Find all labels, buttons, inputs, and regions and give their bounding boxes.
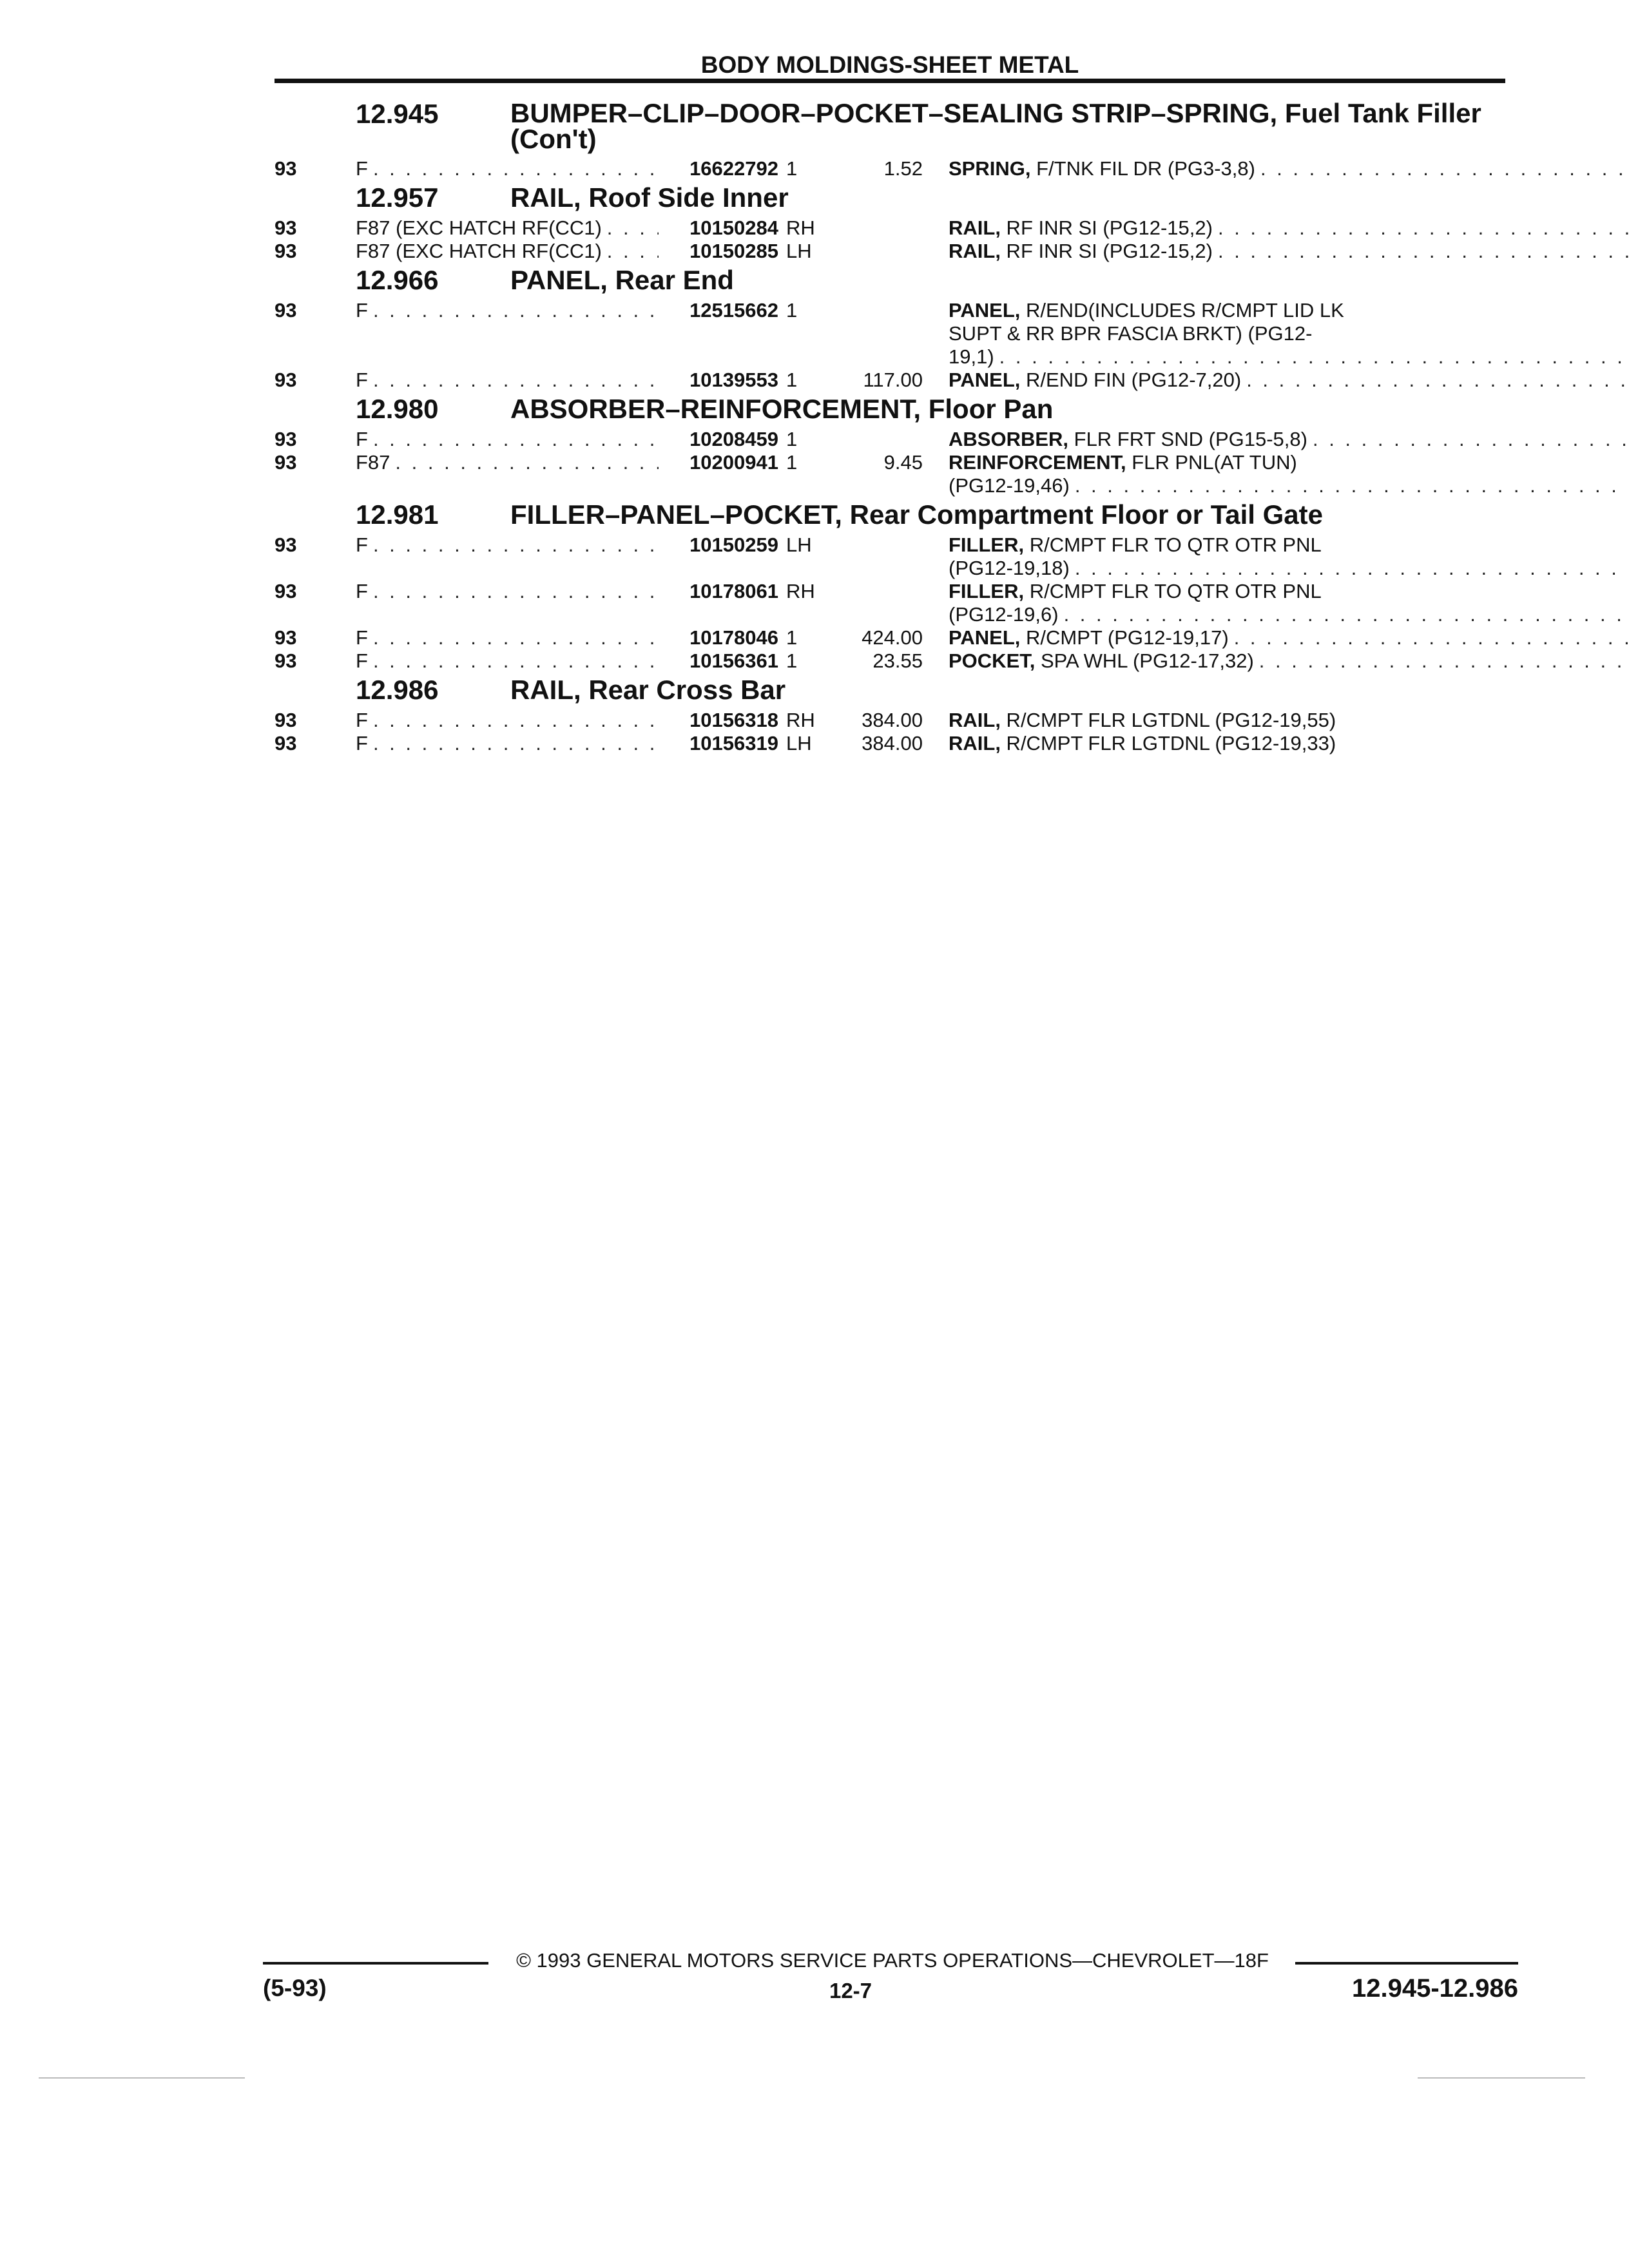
application-cell — [356, 369, 659, 392]
description-text — [949, 649, 1259, 673]
leader-dots — [1260, 157, 1629, 180]
description-detail: RF INR SI (PG12-15,2) — [1000, 216, 1213, 239]
section-title: FILLER–PANEL–POCKET, Rear Compartment Floor or Tail Gate — [510, 499, 1323, 530]
model-year: 93 — [275, 216, 297, 239]
application-cell — [356, 626, 659, 649]
leader-dots — [1259, 649, 1629, 673]
application-cell — [356, 533, 659, 580]
leader-dots — [1075, 474, 1629, 497]
description — [923, 533, 1629, 580]
price — [835, 428, 923, 451]
section-heading — [275, 392, 1505, 423]
description-text — [949, 474, 1075, 497]
price: 9.45 — [883, 451, 923, 474]
description-line — [949, 649, 1629, 673]
description-keyword: PANEL, — [949, 369, 1021, 391]
description-text — [949, 345, 999, 369]
application: F87 — [356, 451, 390, 474]
catalog-section — [275, 392, 1505, 497]
model-year: 93 — [275, 451, 297, 474]
quantity: RH — [786, 709, 815, 731]
description-text — [949, 240, 1218, 263]
part-number: 10178046 — [689, 626, 778, 649]
section-title: BUMPER–CLIP–DOOR–POCKET–SEALING STRIP–SPRING, Fuel Tank Filler (Con't) — [510, 98, 1481, 154]
leader-dots — [373, 369, 659, 392]
application-cell — [356, 428, 659, 451]
section-number: 12.945 — [356, 99, 439, 129]
description — [923, 649, 1629, 673]
description-line — [949, 533, 1629, 557]
footer-rule-left — [263, 1962, 488, 1965]
leader-dots — [607, 240, 659, 263]
leader-dots — [373, 709, 659, 732]
application: F — [356, 428, 368, 450]
section-number: 12.957 — [356, 182, 439, 213]
price: 23.55 — [872, 649, 923, 672]
part-row — [275, 216, 1505, 240]
description-keyword: PANEL, — [949, 299, 1021, 322]
price — [835, 580, 923, 626]
part-number: 10150259 — [689, 533, 778, 556]
application: F — [356, 299, 368, 322]
leader-dots — [1234, 626, 1629, 649]
application-cell — [356, 451, 659, 497]
scan-artifact — [39, 2077, 245, 2079]
leader-dots — [373, 580, 659, 626]
model-year: 93 — [275, 428, 297, 450]
scan-artifact — [1418, 2077, 1585, 2079]
description-line — [949, 216, 1629, 240]
description-text — [949, 533, 1327, 557]
description-text — [949, 216, 1218, 240]
description-detail: SUPT & RR BPR FASCIA BRKT) (PG12- — [949, 322, 1313, 345]
part-row — [275, 709, 1505, 732]
application-cell — [356, 709, 659, 732]
price — [835, 299, 923, 369]
footer-section-range: 12.945-12.986 — [1351, 1974, 1518, 2003]
leader-dots — [1246, 369, 1629, 392]
application-cell — [356, 216, 659, 240]
application: F — [356, 709, 368, 731]
description-keyword: RAIL, — [949, 240, 1001, 262]
section-number: 12.980 — [356, 394, 439, 424]
model-year: 93 — [275, 369, 297, 391]
description-keyword: POCKET, — [949, 649, 1036, 672]
description-detail: FLR PNL(AT TUN) — [1126, 451, 1297, 474]
application-cell — [356, 732, 659, 755]
leader-dots — [1313, 428, 1629, 451]
section-title: ABSORBER–REINFORCEMENT, Floor Pan — [510, 394, 1054, 424]
description-keyword: FILLER, — [949, 580, 1025, 602]
catalog-section — [275, 497, 1505, 673]
part-row — [275, 533, 1505, 580]
section-title: RAIL, Rear Cross Bar — [510, 675, 786, 705]
description-keyword: REINFORCEMENT, — [949, 451, 1126, 474]
page-header-title: BODY MOLDINGS-SHEET METAL — [700, 52, 1079, 78]
part-row — [275, 428, 1505, 451]
application: F — [356, 626, 368, 649]
description-line — [949, 299, 1629, 322]
application: F — [356, 580, 368, 602]
description-text — [949, 322, 1317, 345]
leader-dots — [373, 732, 659, 755]
description-line — [949, 240, 1629, 263]
section-heading — [275, 263, 1505, 294]
leader-dots — [1064, 603, 1629, 626]
leader-dots — [1218, 240, 1629, 263]
section-number: 12.986 — [356, 675, 439, 705]
description — [923, 709, 1505, 732]
section-heading — [275, 497, 1505, 528]
description-detail: R/CMPT (PG12-19,17) — [1020, 626, 1229, 649]
application-cell — [356, 299, 659, 369]
part-number: 10150285 — [689, 240, 778, 262]
description — [923, 451, 1629, 497]
description-text — [949, 428, 1313, 451]
description-detail: R/END FIN (PG12-7,20) — [1020, 369, 1242, 391]
part-number: 10200941 — [689, 451, 778, 474]
model-year: 93 — [275, 299, 297, 322]
description — [923, 299, 1629, 369]
catalog-section — [275, 263, 1505, 392]
description-keyword: RAIL, — [949, 732, 1001, 754]
quantity: 1 — [786, 369, 798, 391]
description-detail: FLR FRT SND (PG15-5,8) — [1068, 428, 1307, 450]
price — [835, 216, 923, 240]
description-keyword: SPRING, — [949, 157, 1031, 180]
model-year: 93 — [275, 240, 297, 262]
description-line — [949, 474, 1629, 497]
description-detail: (PG12-19,46) — [949, 474, 1070, 497]
application-cell — [356, 649, 659, 673]
description-text — [949, 709, 1341, 732]
description-line — [949, 580, 1629, 603]
description-line — [949, 557, 1629, 580]
description-text — [949, 580, 1327, 603]
description-text — [949, 451, 1302, 474]
quantity: 1 — [786, 428, 798, 450]
leader-dots — [373, 626, 659, 649]
description-line — [949, 322, 1629, 345]
description-text — [949, 732, 1341, 755]
description-detail: R/CMPT FLR TO QTR OTR PNL — [1024, 533, 1322, 556]
price: 117.00 — [863, 369, 923, 391]
application-cell — [356, 240, 659, 263]
leader-dots — [373, 533, 659, 580]
model-year: 93 — [275, 626, 297, 649]
footer-page-number: 12-7 — [829, 1979, 872, 2003]
price: 384.00 — [862, 732, 923, 754]
price: 424.00 — [862, 626, 923, 649]
application: F — [356, 533, 368, 556]
description-line — [949, 732, 1505, 755]
quantity: LH — [786, 732, 812, 754]
description-detail: (PG12-19,6) — [949, 603, 1059, 626]
application-cell — [356, 580, 659, 626]
description-detail: R/CMPT FLR TO QTR OTR PNL — [1024, 580, 1322, 602]
leader-dots — [395, 451, 659, 497]
description — [923, 732, 1505, 755]
parts-list — [275, 97, 1505, 755]
price: 384.00 — [862, 709, 923, 731]
price — [835, 240, 923, 263]
description-line — [949, 428, 1629, 451]
section-title: PANEL, Rear End — [510, 265, 734, 295]
part-row — [275, 732, 1505, 755]
part-number: 10150284 — [689, 216, 778, 239]
leader-dots — [373, 428, 659, 451]
description — [923, 428, 1629, 451]
model-year: 93 — [275, 533, 297, 556]
description-detail: (PG12-19,18) — [949, 557, 1070, 579]
description-text — [949, 603, 1064, 626]
model-year: 93 — [275, 580, 297, 602]
application: F — [356, 369, 368, 391]
part-row — [275, 157, 1505, 180]
part-number: 10208459 — [689, 428, 778, 450]
model-year: 93 — [275, 732, 297, 754]
description — [923, 216, 1629, 240]
leader-dots — [373, 157, 659, 180]
section-number: 12.981 — [356, 499, 439, 530]
quantity: 1 — [786, 626, 798, 649]
leader-dots — [1075, 557, 1629, 580]
description-keyword: FILLER, — [949, 533, 1025, 556]
description-line — [949, 603, 1629, 626]
description-line — [949, 369, 1629, 392]
part-row — [275, 626, 1505, 649]
leader-dots — [373, 299, 659, 369]
description — [923, 369, 1629, 392]
header-rule — [275, 79, 1505, 83]
description-keyword: RAIL, — [949, 709, 1001, 731]
part-number: 10139553 — [689, 369, 778, 391]
footer-copyright: © 1993 GENERAL MOTORS SERVICE PARTS OPERATIONS—CHEVROLET—18F — [516, 1949, 1269, 1972]
part-number: 10156318 — [689, 709, 778, 731]
catalog-section — [275, 97, 1505, 180]
quantity: RH — [786, 216, 815, 239]
model-year: 93 — [275, 709, 297, 731]
application: F87 (EXC HATCH RF(CC1) — [356, 240, 602, 262]
description-line — [949, 451, 1629, 474]
catalog-section — [275, 180, 1505, 263]
description-keyword: RAIL, — [949, 216, 1001, 239]
description-detail: R/CMPT FLR LGTDNL (PG12-19,55) — [1000, 709, 1336, 731]
model-year: 93 — [275, 157, 297, 180]
leader-dots — [1218, 216, 1629, 240]
description-text — [949, 157, 1260, 180]
application-cell — [356, 157, 659, 180]
quantity: LH — [786, 240, 812, 262]
description-text — [949, 557, 1075, 580]
section-heading — [275, 673, 1505, 704]
quantity: 1 — [786, 299, 798, 322]
description — [923, 240, 1629, 263]
part-row — [275, 451, 1505, 497]
section-number: 12.966 — [356, 265, 439, 295]
description — [923, 626, 1629, 649]
part-number: 12515662 — [689, 299, 778, 322]
part-number: 10156319 — [689, 732, 778, 754]
quantity: 1 — [786, 451, 798, 474]
description-line — [949, 709, 1505, 732]
application: F87 (EXC HATCH RF(CC1) — [356, 216, 602, 239]
description-keyword: ABSORBER, — [949, 428, 1069, 450]
part-number: 10178061 — [689, 580, 778, 602]
quantity: 1 — [786, 649, 798, 672]
part-row — [275, 299, 1505, 369]
section-heading — [275, 180, 1505, 211]
footer-rule-right — [1295, 1962, 1518, 1965]
model-year: 93 — [275, 649, 297, 672]
description-keyword: PANEL, — [949, 626, 1021, 649]
application: F — [356, 732, 368, 754]
application: F — [356, 649, 368, 672]
part-row — [275, 240, 1505, 263]
quantity: RH — [786, 580, 815, 602]
description-line — [949, 157, 1629, 180]
price: 1.52 — [883, 157, 923, 180]
leader-dots — [373, 649, 659, 673]
description-detail: R/END(INCLUDES R/CMPT LID LK — [1020, 299, 1344, 322]
part-number: 10156361 — [689, 649, 778, 672]
description-text — [949, 299, 1349, 322]
leader-dots — [999, 345, 1629, 369]
description-detail: SPA WHL (PG12-17,32) — [1035, 649, 1254, 672]
quantity: 1 — [786, 157, 798, 180]
description-text — [949, 626, 1234, 649]
description-text — [949, 369, 1246, 392]
part-row — [275, 580, 1505, 626]
description-line — [949, 345, 1629, 369]
description-detail: R/CMPT FLR LGTDNL (PG12-19,33) — [1000, 732, 1336, 754]
footer-revision-date: (5-93) — [263, 1975, 327, 2001]
part-row — [275, 369, 1505, 392]
price — [835, 533, 923, 580]
part-number: 16622792 — [689, 157, 778, 180]
description — [923, 580, 1629, 626]
description-detail: 19,1) — [949, 345, 994, 368]
description-detail: F/TNK FIL DR (PG3-3,8) — [1030, 157, 1255, 180]
description — [923, 157, 1629, 180]
leader-dots — [607, 216, 659, 240]
section-heading — [275, 97, 1505, 152]
description-line — [949, 626, 1629, 649]
description-detail: RF INR SI (PG12-15,2) — [1000, 240, 1213, 262]
application: F — [356, 157, 368, 180]
catalog-section — [275, 673, 1505, 755]
section-title: RAIL, Roof Side Inner — [510, 182, 789, 213]
quantity: LH — [786, 533, 812, 556]
part-row — [275, 649, 1505, 673]
